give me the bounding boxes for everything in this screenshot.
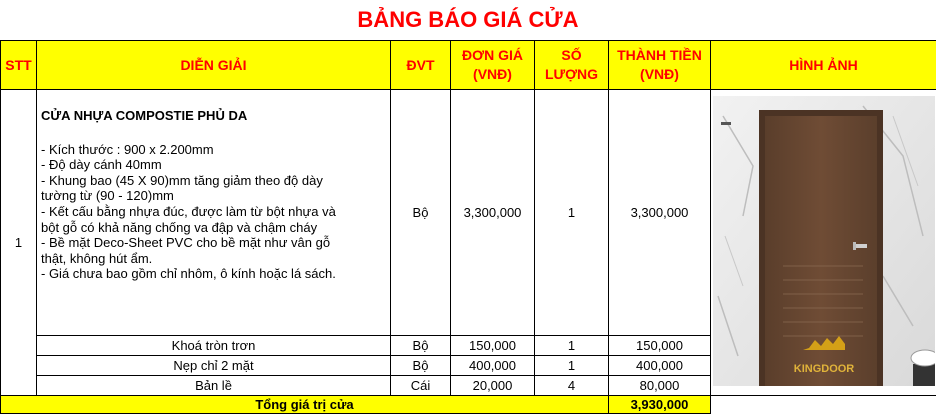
total-value: 3,930,000: [609, 396, 711, 414]
watermark-text: KINGDOOR: [793, 363, 855, 375]
sub-don-gia: 150,000: [451, 336, 535, 356]
header-don-gia-l1: ĐƠN GIÁ: [462, 47, 523, 63]
door-photo-icon: [713, 96, 935, 386]
header-so-luong-l2: LƯỢNG: [544, 66, 599, 82]
total-row: [1, 396, 936, 414]
sub-so-luong: 1: [535, 356, 609, 376]
header-dien-giai: DIỄN GIẢI: [37, 41, 391, 90]
header-thanh-tien-l2: (VNĐ): [640, 66, 679, 82]
header-so-luong-l1: SỐ: [561, 47, 582, 63]
sub-so-luong: 1: [535, 336, 609, 356]
header-dvt: ĐVT: [391, 41, 451, 90]
desc-line: tường từ (90 - 120)mm: [41, 188, 174, 204]
sub-so-luong: 4: [535, 376, 609, 396]
header-stt: STT: [1, 41, 37, 90]
header-don-gia: [451, 41, 535, 90]
total-label: Tổng giá trị cửa: [1, 396, 609, 414]
desc-line: - Độ dày cánh 40mm: [41, 157, 162, 173]
cell-don-gia: 3,300,000: [451, 90, 535, 336]
sub-name: Nẹp chỉ 2 mặt: [37, 356, 391, 376]
header-don-gia-l2: (VNĐ): [473, 66, 512, 82]
desc-line: bột gỗ có khả năng chống va đập và chậm cháy: [41, 219, 318, 235]
desc-line: - Kích thước : 900 x 2.200mm: [41, 141, 214, 157]
sub-don-gia: 400,000: [451, 356, 535, 376]
header-row: [1, 41, 936, 90]
quote-table: [0, 40, 936, 414]
sheet-title: BẢNG BÁO GIÁ CỬA: [357, 7, 579, 32]
sub-don-gia: 20,000: [451, 376, 535, 396]
sub-dvt: Cái: [391, 376, 451, 396]
desc-line: - Khung bao (45 X 90)mm tăng giảm theo độ dày: [41, 172, 323, 188]
cell-so-luong: 1: [535, 90, 609, 336]
desc-line: - Giá chưa bao gồm chỉ nhôm, ô kính hoặc lá sách.: [41, 266, 336, 282]
header-thanh-tien-l1: THÀNH TIỀN: [617, 47, 702, 63]
sub-dvt: Bộ: [391, 356, 451, 376]
sub-thanh-tien: 150,000: [609, 336, 711, 356]
sub-name: Bản lề: [37, 376, 391, 396]
header-so-luong: [535, 41, 609, 90]
sub-name: Khoá tròn trơn: [37, 336, 391, 356]
cell-image: [711, 90, 936, 396]
cell-thanh-tien: 3,300,000: [609, 90, 711, 336]
cell-dvt: Bộ: [391, 90, 451, 336]
door-photo: [713, 96, 935, 386]
product-name: CỬA NHỰA COMPOSTIE PHỦ DA: [41, 108, 248, 123]
desc-line: thật, không hút ẩm.: [41, 250, 153, 266]
sub-dvt: Bộ: [391, 336, 451, 356]
total-empty-cell: [711, 396, 936, 414]
sub-thanh-tien: 400,000: [609, 356, 711, 376]
desc-line: - Kết cấu bằng nhựa đúc, được làm từ bột nhựa và: [41, 203, 336, 219]
table-row-main: [1, 90, 936, 336]
cell-stt: 1: [1, 90, 37, 396]
desc-line: - Bề mặt Deco-Sheet PVC cho bề mặt như vân gỗ: [41, 235, 331, 251]
header-hinh-anh: HÌNH ẢNH: [711, 41, 936, 90]
cell-description: [37, 90, 391, 336]
header-thanh-tien: [609, 41, 711, 90]
sub-thanh-tien: 80,000: [609, 376, 711, 396]
